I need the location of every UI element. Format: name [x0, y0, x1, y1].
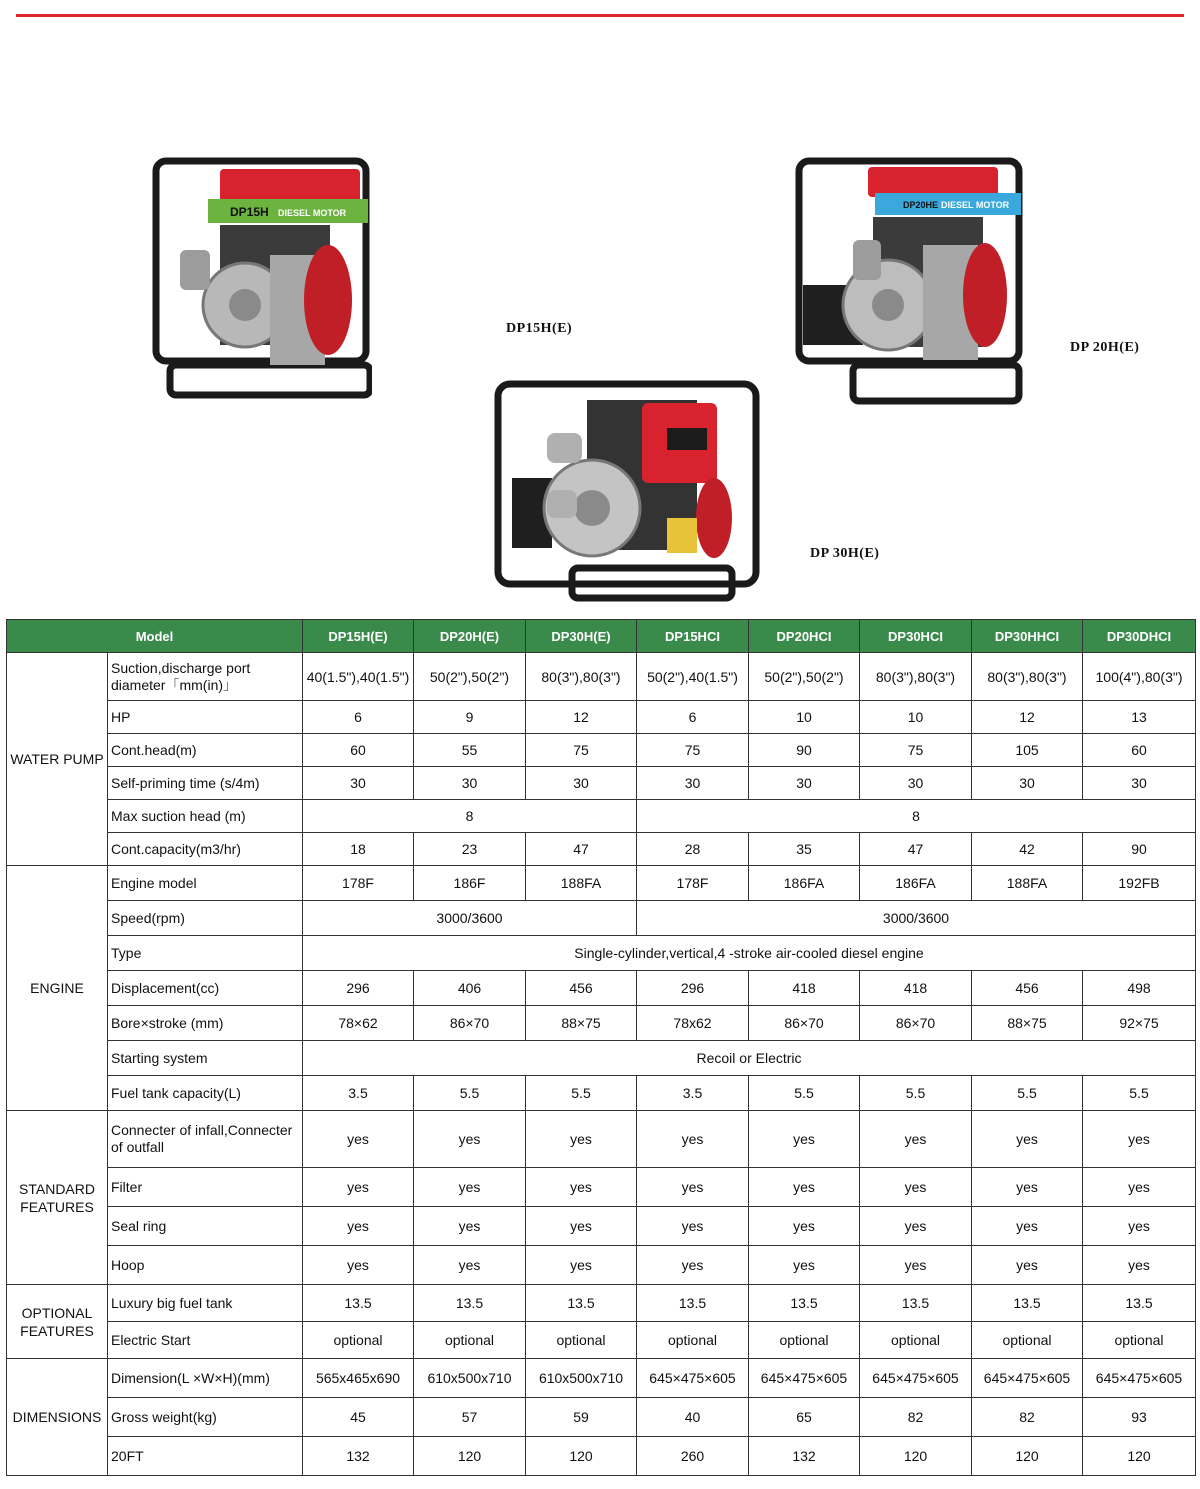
cell: 30: [526, 767, 637, 800]
cell: 5.5: [749, 1076, 860, 1111]
cell: 296: [637, 971, 749, 1006]
cell: 50(2"),40(1.5"): [637, 653, 749, 701]
cell: 132: [303, 1437, 414, 1476]
table-row: [7, 1322, 1196, 1359]
cell: 35: [749, 833, 860, 866]
cell: 9: [414, 701, 526, 734]
cell: yes: [637, 1246, 749, 1285]
row-label: Max suction head (m): [108, 800, 303, 833]
cell: 3000/3600: [637, 901, 1196, 936]
cell: 498: [1083, 971, 1196, 1006]
cell: optional: [860, 1322, 972, 1359]
cell: 90: [749, 734, 860, 767]
cell: 5.5: [414, 1076, 526, 1111]
header-model-4: DP15HCI: [637, 620, 749, 653]
cell: 418: [860, 971, 972, 1006]
cell: yes: [1083, 1246, 1196, 1285]
cell: 13.5: [303, 1285, 414, 1322]
cell: 645×475×605: [860, 1359, 972, 1398]
cell: yes: [637, 1207, 749, 1246]
cell: 260: [637, 1437, 749, 1476]
cell: 30: [1083, 767, 1196, 800]
cell: 59: [526, 1398, 637, 1437]
cell: 565x465x690: [303, 1359, 414, 1398]
row-label: Bore×stroke (mm): [108, 1006, 303, 1041]
cell: yes: [860, 1168, 972, 1207]
cell: 5.5: [972, 1076, 1083, 1111]
table-row: [7, 767, 1196, 800]
cell: 3000/3600: [303, 901, 637, 936]
cell: 47: [526, 833, 637, 866]
cell: 30: [414, 767, 526, 800]
cell: 82: [972, 1398, 1083, 1437]
cell: 10: [860, 701, 972, 734]
cell: 120: [526, 1437, 637, 1476]
cell: 5.5: [860, 1076, 972, 1111]
row-label: Cont.head(m): [108, 734, 303, 767]
cell: 90: [1083, 833, 1196, 866]
cell: 132: [749, 1437, 860, 1476]
cell: 30: [749, 767, 860, 800]
cell: optional: [303, 1322, 414, 1359]
cell: yes: [860, 1246, 972, 1285]
row-label: Type: [108, 936, 303, 971]
row-label: Luxury big fuel tank: [108, 1285, 303, 1322]
table-row: [7, 1168, 1196, 1207]
row-label: Self-priming time (s/4m): [108, 767, 303, 800]
cell: 645×475×605: [1083, 1359, 1196, 1398]
group-optional-features: OPTIONAL FEATURES: [7, 1285, 108, 1359]
row-label: Gross weight(kg): [108, 1398, 303, 1437]
table-row: [7, 971, 1196, 1006]
group-standard-features: STANDARD FEATURES: [7, 1111, 108, 1285]
cell: 456: [972, 971, 1083, 1006]
table-header-row: [7, 620, 1196, 653]
cell: 40: [637, 1398, 749, 1437]
cell: Recoil or Electric: [303, 1041, 1196, 1076]
header-model-6: DP30HCI: [860, 620, 972, 653]
cell: yes: [526, 1111, 637, 1168]
row-label: Displacement(cc): [108, 971, 303, 1006]
cell: 13.5: [860, 1285, 972, 1322]
cell: 105: [972, 734, 1083, 767]
row-label: Connecter of infall,Connecter of outfall: [108, 1111, 303, 1168]
row-label: Seal ring: [108, 1207, 303, 1246]
cell: 406: [414, 971, 526, 1006]
row-label: Suction,discharge port diameter「mm(in)」: [108, 653, 303, 701]
cell: 186F: [414, 866, 526, 901]
cell: yes: [303, 1246, 414, 1285]
cell: 120: [972, 1437, 1083, 1476]
header-model-7: DP30HHCI: [972, 620, 1083, 653]
cell: 86×70: [860, 1006, 972, 1041]
cell: 100(4"),80(3"): [1083, 653, 1196, 701]
cell: 40(1.5"),40(1.5"): [303, 653, 414, 701]
caption-dp20he: DP 20H(E): [1070, 340, 1140, 355]
cell: 645×475×605: [972, 1359, 1083, 1398]
cell: 296: [303, 971, 414, 1006]
cell: yes: [1083, 1111, 1196, 1168]
cell: 6: [637, 701, 749, 734]
cell: 186FA: [860, 866, 972, 901]
cell: 92×75: [1083, 1006, 1196, 1041]
dp15h-panel-text: DIESEL MOTOR: [278, 208, 347, 218]
cell: 188FA: [526, 866, 637, 901]
cell: 18: [303, 833, 414, 866]
table-row: [7, 800, 1196, 833]
cell: yes: [637, 1111, 749, 1168]
cell: yes: [749, 1246, 860, 1285]
spec-table: [6, 619, 1196, 1476]
cell: 178F: [637, 866, 749, 901]
header-model: Model: [7, 620, 303, 653]
header-model-1: DP15H(E): [303, 620, 414, 653]
cell: 30: [860, 767, 972, 800]
cell: 13.5: [749, 1285, 860, 1322]
cell: 3.5: [637, 1076, 749, 1111]
cell: yes: [860, 1207, 972, 1246]
cell: yes: [526, 1207, 637, 1246]
cell: yes: [303, 1168, 414, 1207]
cell: yes: [414, 1168, 526, 1207]
cell: 12: [972, 701, 1083, 734]
dp20he-panel-text: DIESEL MOTOR: [941, 200, 1010, 210]
cell: 86×70: [414, 1006, 526, 1041]
cell: yes: [860, 1111, 972, 1168]
cell: 13.5: [526, 1285, 637, 1322]
row-label: 20FT: [108, 1437, 303, 1476]
cell: 50(2"),50(2"): [414, 653, 526, 701]
cell: 120: [414, 1437, 526, 1476]
cell: 30: [637, 767, 749, 800]
cell: yes: [972, 1207, 1083, 1246]
cell: 42: [972, 833, 1083, 866]
cell: 418: [749, 971, 860, 1006]
cell: yes: [303, 1207, 414, 1246]
table-row: [7, 1398, 1196, 1437]
cell: 30: [303, 767, 414, 800]
group-water-pump: WATER PUMP: [7, 653, 108, 866]
cell: 47: [860, 833, 972, 866]
dp15h-panel-label: DP15H: [230, 205, 269, 219]
header-model-5: DP20HCI: [749, 620, 860, 653]
group-engine: ENGINE: [7, 866, 108, 1111]
cell: optional: [1083, 1322, 1196, 1359]
row-label: Starting system: [108, 1041, 303, 1076]
cell: 6: [303, 701, 414, 734]
table-row: [7, 1006, 1196, 1041]
table-row: [7, 1285, 1196, 1322]
caption-dp15h: DP15H(E): [506, 321, 573, 336]
header-model-3: DP30H(E): [526, 620, 637, 653]
row-label: Electric Start: [108, 1322, 303, 1359]
cell: 120: [1083, 1437, 1196, 1476]
cell: 188FA: [972, 866, 1083, 901]
cell: 30: [972, 767, 1083, 800]
cell: 23: [414, 833, 526, 866]
cell: 186FA: [749, 866, 860, 901]
cell: 80(3"),80(3"): [526, 653, 637, 701]
cell: 610x500x710: [526, 1359, 637, 1398]
row-label: HP: [108, 701, 303, 734]
cell: 13.5: [637, 1285, 749, 1322]
cell: yes: [972, 1111, 1083, 1168]
cell: optional: [526, 1322, 637, 1359]
table-row: [7, 1041, 1196, 1076]
table-row: [7, 901, 1196, 936]
cell: optional: [637, 1322, 749, 1359]
row-label: Dimension(L ×W×H)(mm): [108, 1359, 303, 1398]
cell: yes: [414, 1246, 526, 1285]
product-image-dp20he: [793, 155, 1025, 413]
cell: 55: [414, 734, 526, 767]
cell: 13.5: [414, 1285, 526, 1322]
dp20he-panel-label: DP20HE: [903, 200, 939, 210]
cell: yes: [749, 1111, 860, 1168]
row-label: Hoop: [108, 1246, 303, 1285]
cell: 57: [414, 1398, 526, 1437]
cell: 80(3"),80(3"): [972, 653, 1083, 701]
cell: 75: [860, 734, 972, 767]
cell: 645×475×605: [637, 1359, 749, 1398]
cell: 8: [637, 800, 1196, 833]
cell: Single-cylinder,vertical,4 -stroke air-cooled diesel engine: [303, 936, 1196, 971]
header-model-8: DP30DHCI: [1083, 620, 1196, 653]
cell: yes: [972, 1246, 1083, 1285]
cell: yes: [526, 1168, 637, 1207]
table-row: [7, 701, 1196, 734]
cell: 88×75: [526, 1006, 637, 1041]
cell: 65: [749, 1398, 860, 1437]
cell: 8: [303, 800, 637, 833]
group-dimensions: DIMENSIONS: [7, 1359, 108, 1476]
cell: 93: [1083, 1398, 1196, 1437]
row-label: Speed(rpm): [108, 901, 303, 936]
table-row: [7, 1359, 1196, 1398]
table-row: [7, 1111, 1196, 1168]
cell: yes: [972, 1168, 1083, 1207]
cell: yes: [1083, 1207, 1196, 1246]
cell: 50(2"),50(2"): [749, 653, 860, 701]
cell: 13.5: [1083, 1285, 1196, 1322]
cell: yes: [414, 1111, 526, 1168]
table-row: [7, 734, 1196, 767]
caption-dp30he: DP 30H(E): [810, 546, 880, 561]
product-image-dp30he: [492, 378, 762, 608]
cell: 120: [860, 1437, 972, 1476]
cell: 75: [637, 734, 749, 767]
cell: yes: [749, 1168, 860, 1207]
cell: 13: [1083, 701, 1196, 734]
table-row: [7, 936, 1196, 971]
table-row: [7, 866, 1196, 901]
cell: 5.5: [526, 1076, 637, 1111]
cell: 75: [526, 734, 637, 767]
cell: yes: [637, 1168, 749, 1207]
header-model-2: DP20H(E): [414, 620, 526, 653]
cell: 12: [526, 701, 637, 734]
cell: 10: [749, 701, 860, 734]
cell: 610x500x710: [414, 1359, 526, 1398]
cell: 178F: [303, 866, 414, 901]
cell: 82: [860, 1398, 972, 1437]
cell: 80(3"),80(3"): [860, 653, 972, 701]
table-row: [7, 1207, 1196, 1246]
cell: 88×75: [972, 1006, 1083, 1041]
cell: 28: [637, 833, 749, 866]
cell: 60: [1083, 734, 1196, 767]
table-row: [7, 1437, 1196, 1476]
table-row: [7, 1076, 1196, 1111]
cell: yes: [749, 1207, 860, 1246]
table-row: [7, 1246, 1196, 1285]
cell: 645×475×605: [749, 1359, 860, 1398]
cell: 78x62: [637, 1006, 749, 1041]
product-image-dp15h: [150, 155, 372, 407]
cell: 13.5: [972, 1285, 1083, 1322]
cell: 78×62: [303, 1006, 414, 1041]
cell: 45: [303, 1398, 414, 1437]
cell: yes: [526, 1246, 637, 1285]
top-red-rule: [16, 14, 1184, 17]
row-label: Cont.capacity(m3/hr): [108, 833, 303, 866]
cell: 192FB: [1083, 866, 1196, 901]
table-row: [7, 833, 1196, 866]
row-label: Engine model: [108, 866, 303, 901]
cell: 60: [303, 734, 414, 767]
cell: 5.5: [1083, 1076, 1196, 1111]
row-label: Fuel tank capacity(L): [108, 1076, 303, 1111]
cell: optional: [972, 1322, 1083, 1359]
cell: yes: [303, 1111, 414, 1168]
cell: 86×70: [749, 1006, 860, 1041]
row-label: Filter: [108, 1168, 303, 1207]
cell: 456: [526, 971, 637, 1006]
table-row: [7, 653, 1196, 701]
cell: optional: [414, 1322, 526, 1359]
cell: optional: [749, 1322, 860, 1359]
cell: yes: [1083, 1168, 1196, 1207]
cell: yes: [414, 1207, 526, 1246]
cell: 3.5: [303, 1076, 414, 1111]
